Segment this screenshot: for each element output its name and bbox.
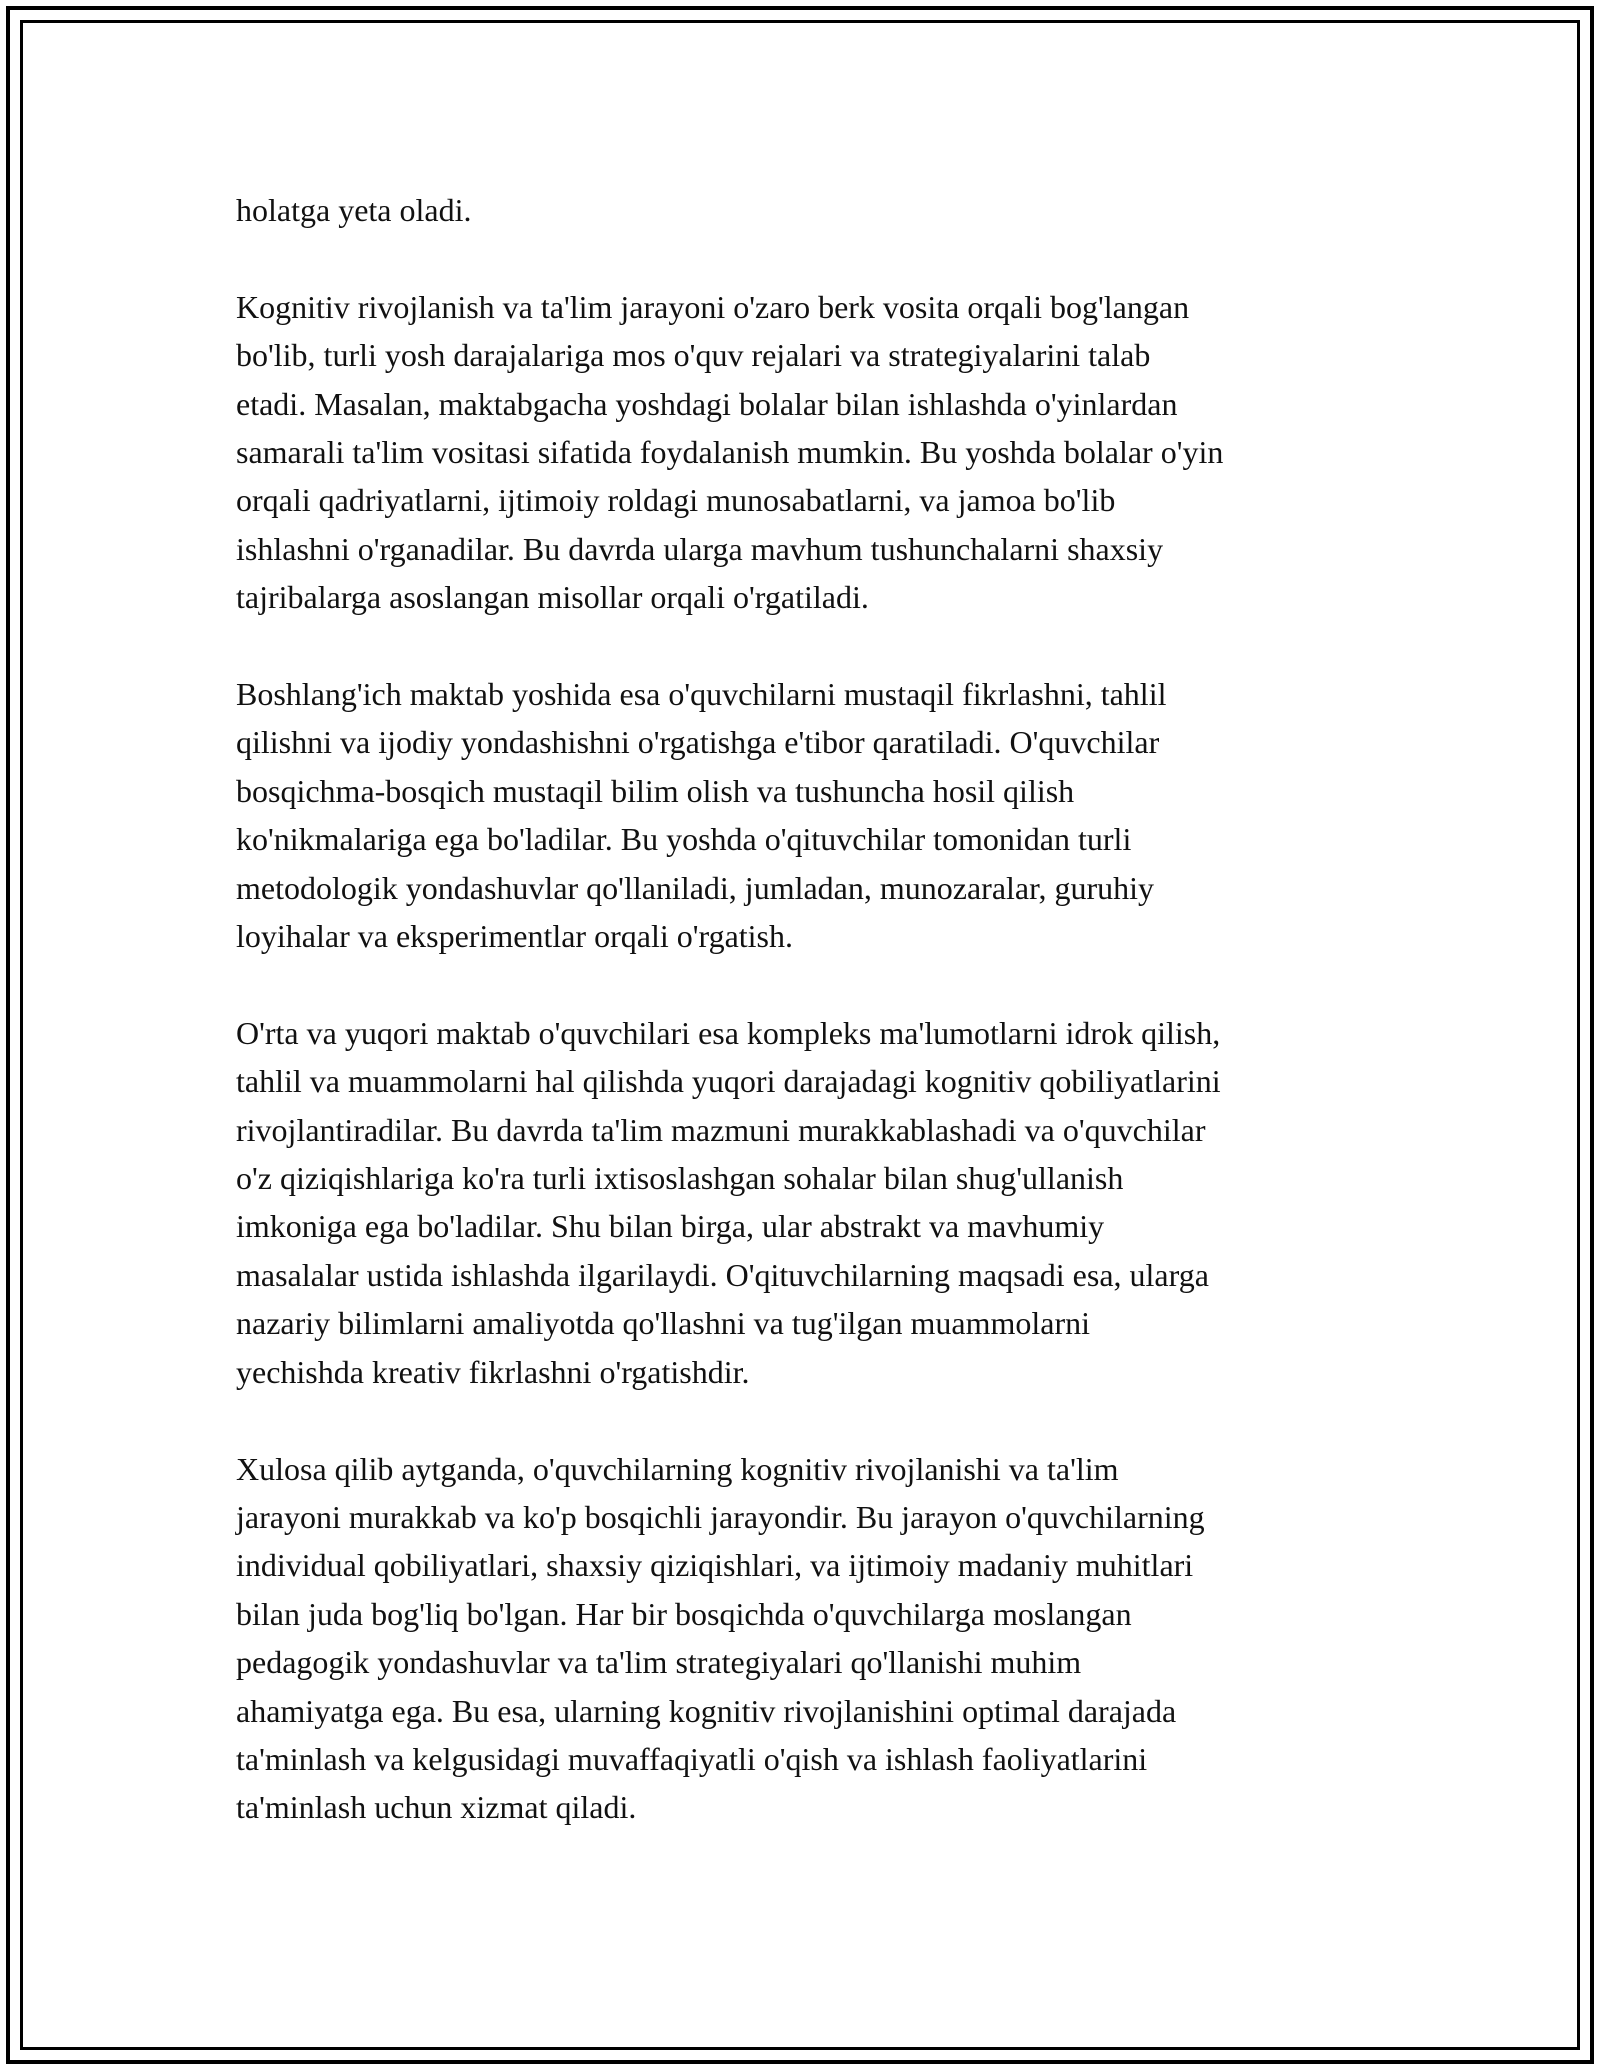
document-body (236, 186, 1396, 1880)
text-line: rivojlantiradilar. Bu davrda ta'lim mazmuni murakkablashadi va o'quvchilar (236, 1111, 1206, 1148)
text-line: individual qobiliyatlari, shaxsiy qiziqishlari, va ijtimoiy madaniy muhitlari (236, 1547, 1194, 1584)
text-line: bosqichma-bosqich mustaqil bilim olish va tushuncha hosil qilish (236, 772, 1075, 809)
text-line: loyihalar va eksperimentlar orqali o'rgatish. (236, 918, 793, 955)
text-line: bo'lib, turli yosh darajalariga mos o'quv rejalari va strategiyalarini talab (236, 337, 1151, 374)
text-line: samarali ta'lim vositasi sifatida foydalanish mumkin. Bu yoshda bolalar o'yin (236, 434, 1224, 471)
text-line: O'rta va yuqori maktab o'quvchilari esa kompleks ma'lumotlarni idrok qilish, (236, 1014, 1221, 1051)
text-line: tajribalarga asoslangan misollar orqali o'rgatiladi. (236, 579, 869, 616)
text-line: orqali qadriyatlarni, ijtimoiy roldagi munosabatlarni, va jamoa bo'lib (236, 482, 1116, 519)
text-line: imkoniga ega bo'ladilar. Shu bilan birga, ular abstrakt va mavhumiy (236, 1208, 1105, 1245)
text-line: ta'minlash va kelgusidagi muvaffaqiyatli o'qish va ishlash faoliyatlarini (236, 1740, 1148, 1777)
paragraph-5 (236, 1445, 1396, 1832)
text-line: pedagogik yondashuvlar va ta'lim strategiyalari qo'llanishi muhim (236, 1644, 1082, 1681)
text-line: holatga yeta oladi. (236, 192, 472, 228)
text-line: etadi. Masalan, maktabgacha yoshdagi bolalar bilan ishlashda o'yinlardan (236, 385, 1178, 422)
text-line: bilan juda bog'liq bo'lgan. Har bir bosqichda o'quvchilarga moslangan (236, 1595, 1132, 1632)
paragraph-2 (236, 283, 1396, 622)
text-line: jarayoni murakkab va ko'p bosqichli jarayondir. Bu jarayon o'quvchilarning (236, 1498, 1205, 1535)
text-line: ta'minlash uchun xizmat qiladi. (236, 1789, 637, 1826)
text-line: o'z qiziqishlariga ko'ra turli ixtisoslashgan sohalar bilan shug'ullanish (236, 1160, 1124, 1197)
text-line: metodologik yondashuvlar qo'llaniladi, jumladan, munozaralar, guruhiy (236, 869, 1155, 906)
text-line: Boshlang'ich maktab yoshida esa o'quvchilarni mustaqil fikrlashni, tahlil (236, 676, 1167, 713)
text-line: qilishni va ijodiy yondashishni o'rgatishga e'tibor qaratiladi. O'quvchilar (236, 724, 1160, 761)
text-line: ishlashni o'rganadilar. Bu davrda ularga mavhum tushunchalarni shaxsiy (236, 530, 1164, 567)
paragraph-4 (236, 1009, 1396, 1396)
text-line: ko'nikmalariga ega bo'ladilar. Bu yoshda o'qituvchilar tomonidan turli (236, 821, 1132, 858)
paragraph-3 (236, 670, 1396, 960)
text-line: nazariy bilimlarni amaliyotda qo'llashni va tug'ilgan muammolarni (236, 1305, 1090, 1342)
text-line: Kognitiv rivojlanish va ta'lim jarayoni o'zaro berk vosita orqali bog'langan (236, 288, 1190, 325)
text-line: masalalar ustida ishlashda ilgarilaydi. O'qituvchilarning maqsadi esa, ularga (236, 1256, 1209, 1293)
text-line: Xulosa qilib aytganda, o'quvchilarning kognitiv rivojlanishi va ta'lim (236, 1450, 1119, 1487)
paragraph-1 (236, 186, 1396, 234)
text-line: tahlil va muammolarni hal qilishda yuqori darajadagi kognitiv qobiliyatlarini (236, 1063, 1221, 1100)
text-line: yechishda kreativ fikrlashni o'rgatishdir. (236, 1353, 750, 1390)
text-line: ahamiyatga ega. Bu esa, ularning kognitiv rivojlanishini optimal darajada (236, 1692, 1177, 1729)
